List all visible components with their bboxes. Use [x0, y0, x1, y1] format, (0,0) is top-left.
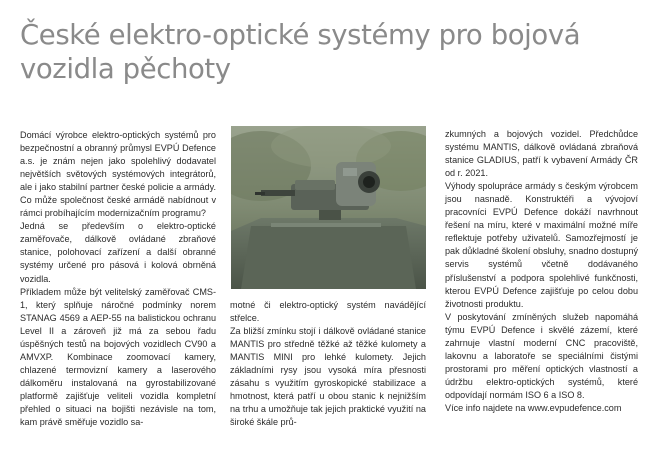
vehicle-photo: [231, 126, 426, 289]
body-paragraph: motné či elektro-optický systém navádějící střelce.: [230, 300, 426, 324]
body-paragraph: Za bližší zmínku stojí i dálkově ovládané stanice MANTIS pro středně těžké až těžké kulomety a MANTIS MINI pro lehké kulomety. Jejich základními rysy jsou vysoká míra přesnosti zásahu s využitím gyroskopické stabilizace a hmotnost, která patří u obou stanic k nejnižším na trhu a umožňuje tak jejich praktické využití na široké škále prů-: [230, 326, 426, 428]
body-paragraph: V poskytování zmíněných služeb napomáhá týmu EVPÚ Defence i skvělé zázemí, které zahrnuje vlastní moderní CNC pracoviště, lakovnu a laboratoře se speciálními čistými prostorami pro měření optických vlastností a údržbu elektro-optických systémů, které odpovídají normám ISO 6 a ISO 8.: [445, 311, 638, 400]
intro-paragraph: Domácí výrobce elektro-optických systémů pro bezpečnostní a obranný průmysl EVPÚ Defence a.s. je znám nejen jako spolehlivý dodavatel největších světových systémových integrátorů, ale i jako stabilní partner české policie a armády. Co může společnost české armádě nabídnout v rámci probíhajícím modernizačním programu?: [20, 130, 216, 219]
article-column-2: [230, 299, 426, 429]
article-column-3: [445, 128, 638, 415]
body-paragraph: Jedná se především o elektro-optické zaměřovače, dálkově ovládané zbraňové stanice, polohovací zařízení a další obranné systémy určené pro pásová i kolová obrněná vozidla.: [20, 221, 216, 284]
body-paragraph: Výhody spolupráce armády s českým výrobcem jsou nasnadě. Konstruktéři a vývojoví pracovníci EVPÚ Defence dokáží navrhnout řešení na míru, které v maximální možné míře reflektuje potřeby uživatelů. Samozřejmostí je pak důkladné školení obsluhy, snadno dostupný servis systémů včetně dodávaného příslušenství a podpora spolehlivé funkčnosti, kterou EVPÚ Defence zajišťuje po celou dobu životnosti produktu.: [445, 181, 638, 309]
article-title: České elektro-optické systémy pro bojová vozidla pěchoty: [20, 19, 581, 85]
body-paragraph: Příkladem může být velitelský zaměřovač CMS-1, který splňuje náročné podmínky norem STANAG 4569 a AEP-55 na balistickou ochranu Level II a zároveň již má za sebou řadu úspěšných testů na bojových vozidlech CV90 a AMVXP. Kombinace zoomovací kamery, chlazené termovizní kamery a laserového dálkoměru instalovaná na gyrostabilizované platformě zajišťuje veliteli vozidla kompletní přehled o situaci na bojišti nezávisle na tom, kam právě směřuje vozidlo sa-: [20, 286, 216, 428]
body-paragraph: zkumných a bojových vozidel. Předchůdce systému MANTIS, dálkově ovládaná zbraňová stanice GLADIUS, patří k vybavení Armády ČR od r. 2021.: [445, 129, 638, 179]
turret-sensor-image: [231, 126, 426, 289]
website-link[interactable]: Více info najdete na www.evpudefence.com: [445, 402, 622, 413]
article-column-1: [20, 129, 216, 429]
